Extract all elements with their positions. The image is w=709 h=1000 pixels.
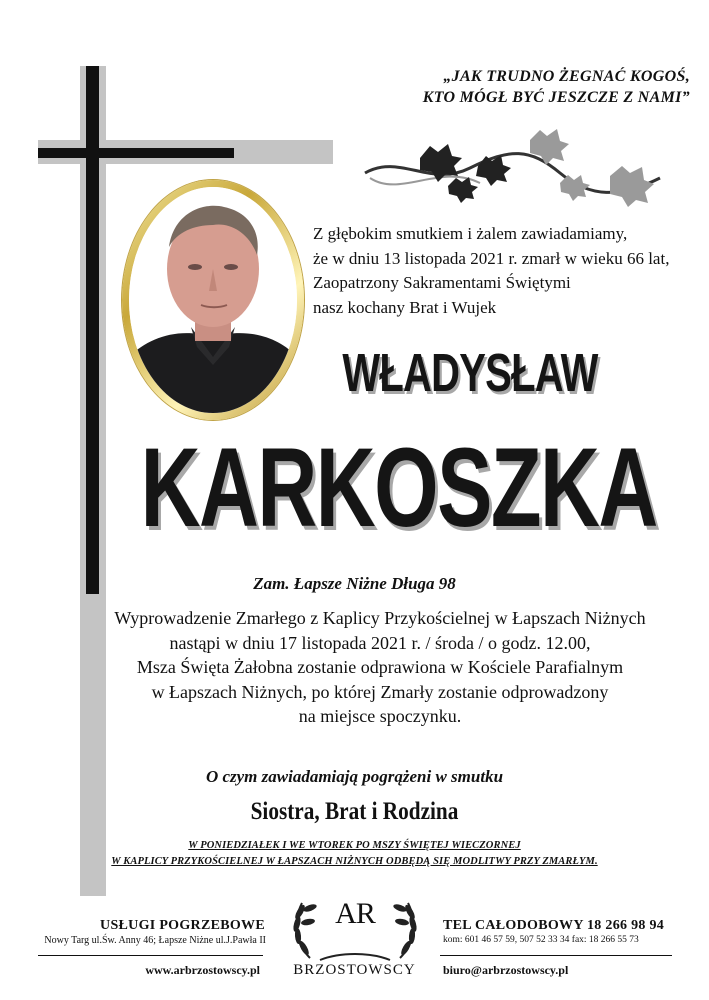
footer-company-title: USŁUGI POGRZEBOWE [100, 918, 265, 933]
intro-line-3: Zaopatrzony Sakramentami Świętymi [313, 273, 571, 292]
cross-icon [86, 66, 99, 594]
intro-line-4: nasz kochany Brat i Wujek [313, 297, 497, 317]
details-line-3: Msza Święta Żałobna zostanie odprawiona w Kościele Parafialnym [136, 657, 624, 677]
logo-name: BRZOSTOWSCY [293, 962, 416, 978]
deceased-first-name: WŁADYSŁAW [342, 343, 598, 403]
portrait-icon [129, 187, 297, 413]
intro-text [313, 222, 703, 320]
logo-initials: AR [335, 897, 375, 930]
footer-email-link[interactable]: biuro@arbrzostowscy.pl [443, 963, 569, 977]
deceased-address: Zam. Łapsze Niżne Długa 98 [253, 574, 456, 593]
deceased-last-name: KARKOSZKA [140, 425, 657, 550]
portrait-photo [129, 187, 297, 413]
informs-text: O czym zawiadamiają pogrążeni w smutku [205, 767, 504, 786]
intro-line-2: że w dniu 13 listopada 2021 r. zmarł w wieku 66 lat, [313, 248, 670, 268]
quote [300, 66, 690, 108]
intro-line-1: Z głębokim smutkiem i żalem zawiadamiamy, [313, 224, 628, 243]
details-line-1: Wyprowadzenie Zmarłego z Kaplicy Przykościelnej w Łapszach Niżnych [114, 608, 646, 628]
cross-bar [38, 148, 234, 158]
details-line-2: nastąpi w dniu 17 listopada 2021 r. / środa / o godz. 12.00, [169, 632, 591, 653]
prayer-notice [0, 838, 709, 870]
details-line-5: na miejsce spoczynku. [298, 706, 462, 726]
footer-contact-numbers: kom: 601 46 57 59, 507 52 33 34 fax: 18 266 55 73 [443, 935, 639, 945]
prayer-line-1: W PONIEDZIAŁEK I WE WTOREK PO MSZY ŚWIĘTEJ WIECZORNEJ [188, 840, 521, 851]
quote-line-2: KTO MÓGŁ BYĆ JESZCZE Z NAMI” [422, 89, 690, 106]
footer-phone-title: TEL CAŁODOBOWY 18 266 98 94 [443, 918, 665, 933]
footer-company-address: Nowy Targ ul.Św. Anny 46; Łapsze Niżne ul.J.Pawła II [44, 935, 266, 946]
quote-line-1: „JAK TRUDNO ŻEGNAĆ KOGOŚ, [443, 68, 690, 85]
details-line-4: w Łapszach Niżnych, po której Zmarły zostanie odprowadzony [151, 681, 609, 702]
prayer-line-2: W KAPLICY PRZYKOŚCIELNEJ W ŁAPSZACH NIŻNYCH ODBĘDĄ SIĘ MODLITWY PRZY ZMARŁYM. [111, 856, 598, 867]
leaf-ornament-icon [360, 128, 680, 213]
family-names: Siostra, Brat i Rodzina [250, 798, 459, 825]
footer-divider-left [38, 955, 263, 956]
funeral-details [100, 606, 660, 729]
footer-website-link[interactable]: www.arbrzostowscy.pl [145, 963, 260, 977]
footer-divider-right [440, 955, 672, 956]
